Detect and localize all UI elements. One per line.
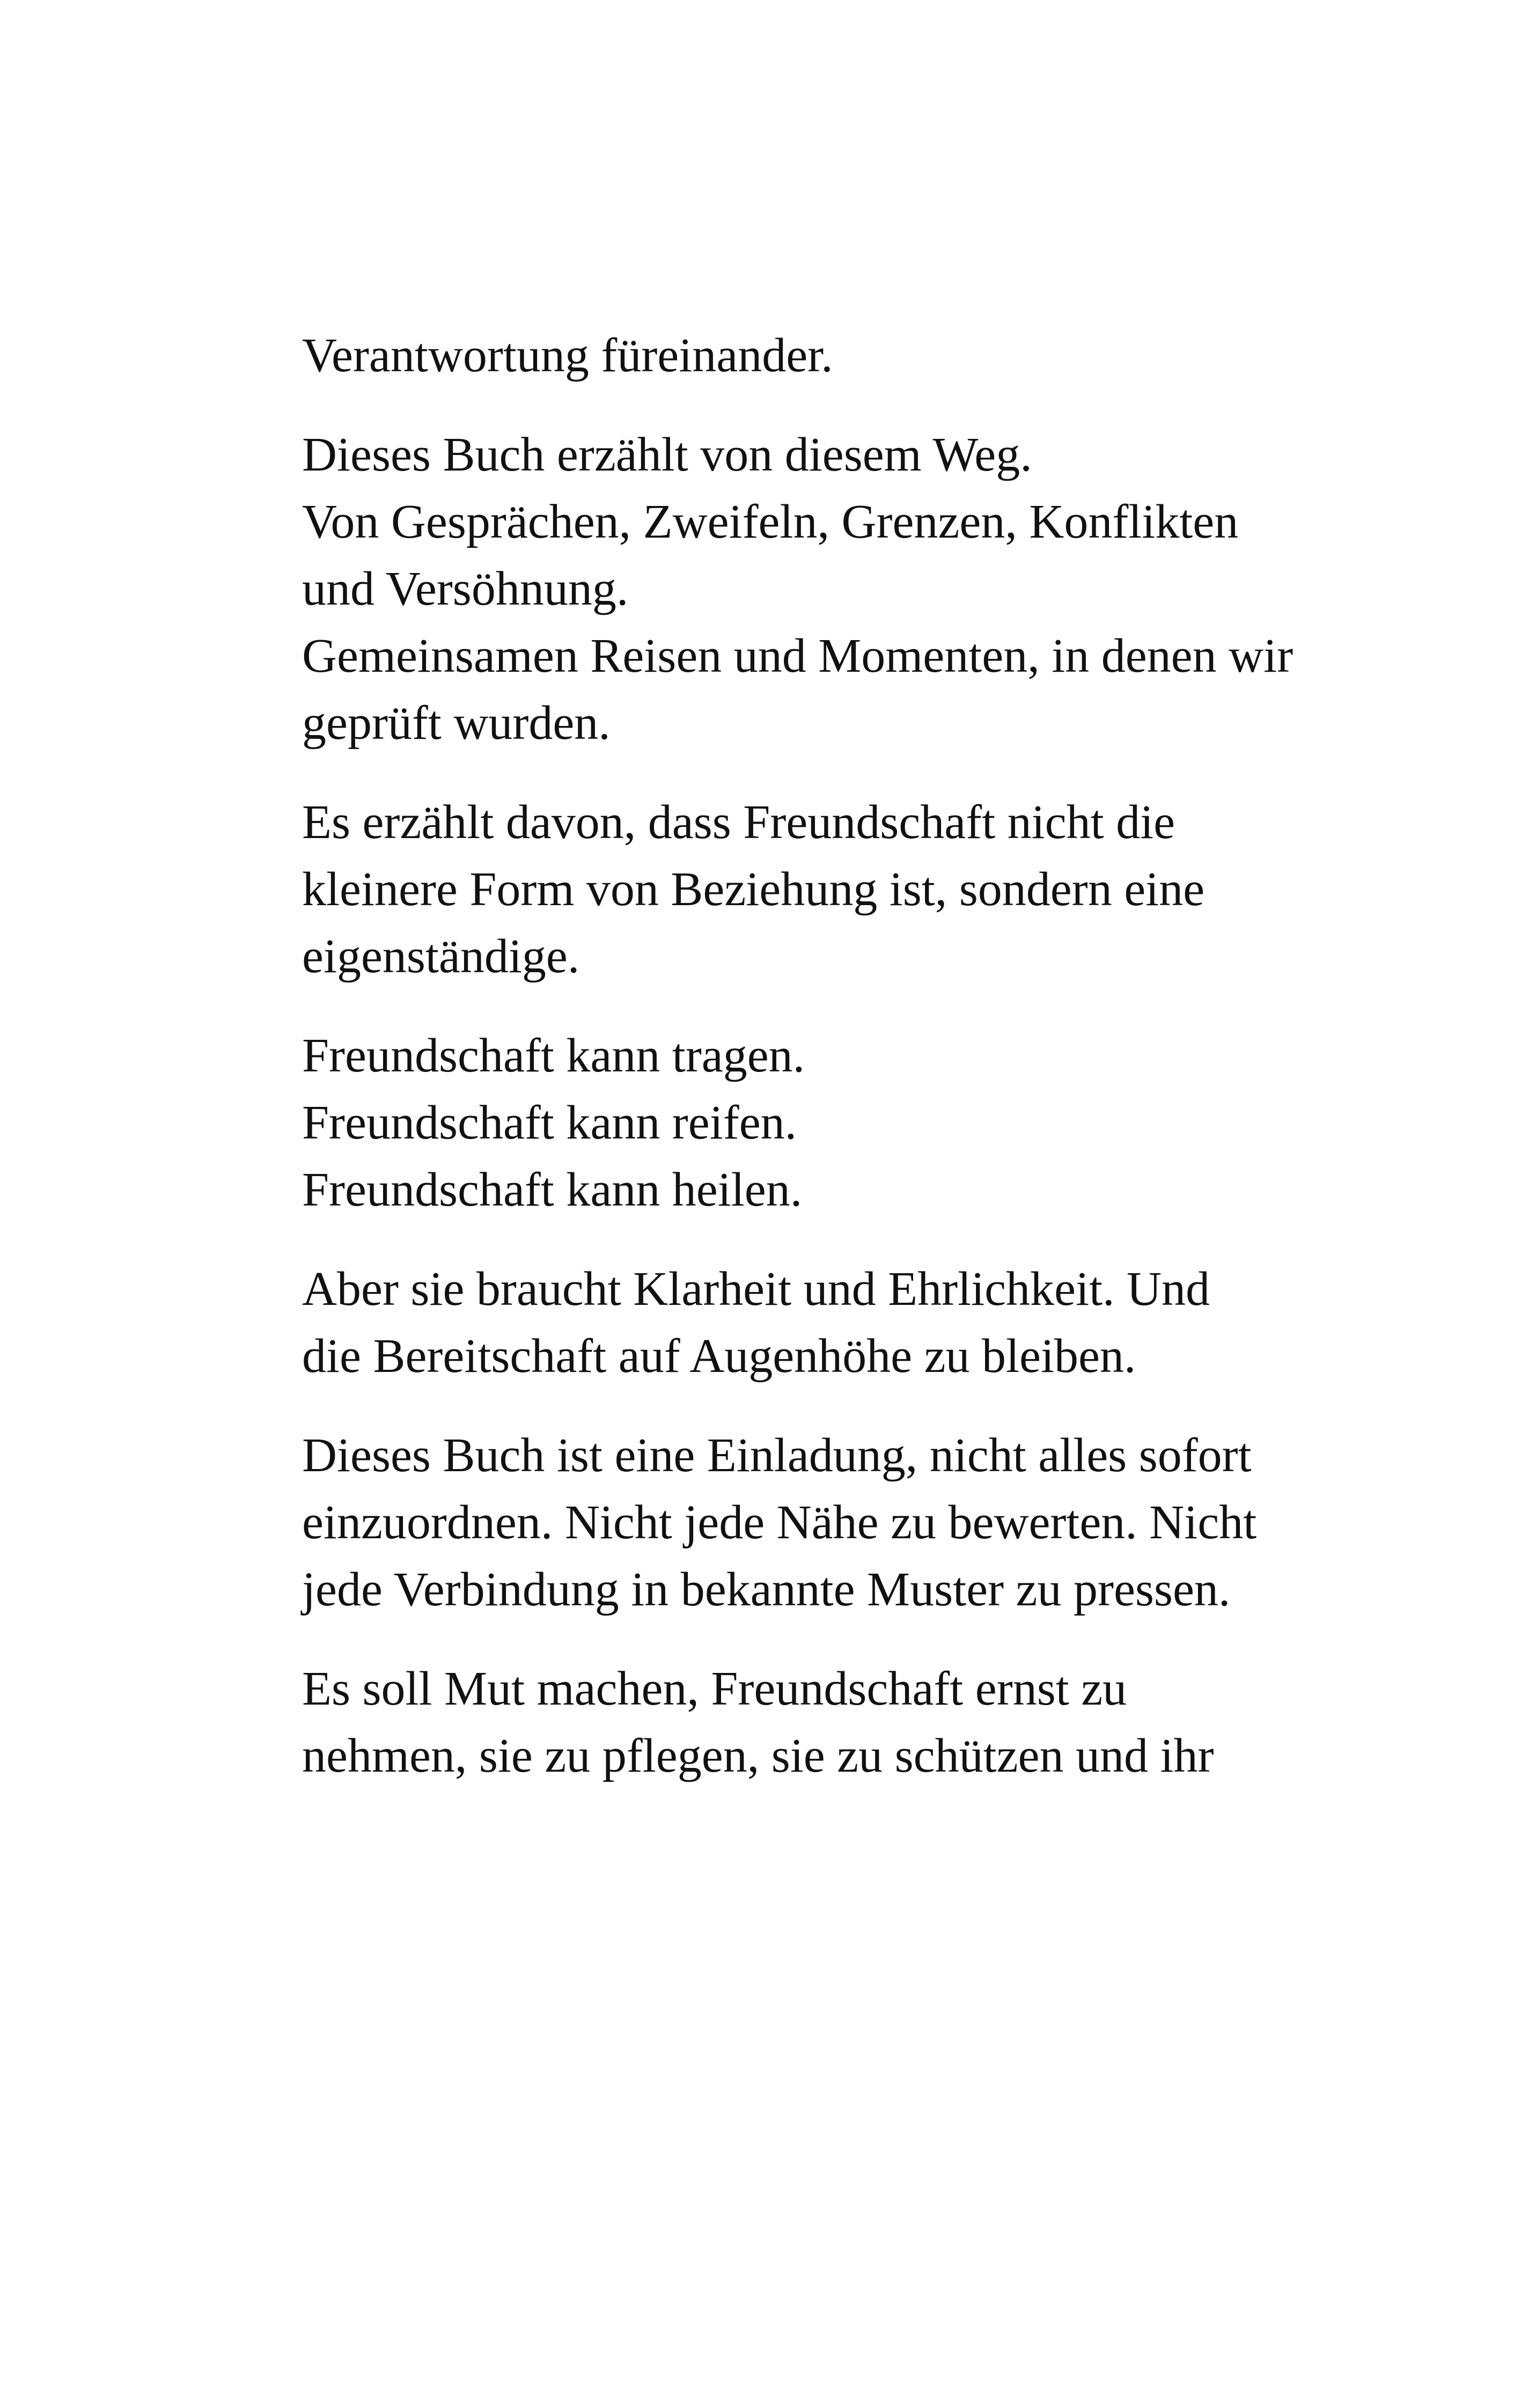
text-line: Freundschaft kann heilen. bbox=[302, 1163, 803, 1216]
text-line: jede Verbindung in bekannte Muster zu pressen. bbox=[302, 1563, 1231, 1616]
text-line: Von Gesprächen, Zweifeln, Grenzen, Konflikten bbox=[302, 495, 1239, 548]
text-line: Dieses Buch ist eine Einladung, nicht alles sofort bbox=[302, 1429, 1252, 1482]
text-line: Freundschaft kann reifen. bbox=[302, 1096, 797, 1149]
text-line: Dieses Buch erzählt von diesem Weg. bbox=[302, 428, 1032, 481]
body-text bbox=[302, 322, 1321, 1822]
paragraph bbox=[302, 421, 1321, 757]
text-line: geprüft wurden. bbox=[302, 696, 611, 750]
text-line: Verantwortung füreinander. bbox=[302, 329, 833, 382]
text-line: einzuordnen. Nicht jede Nähe zu bewerten. Nicht bbox=[302, 1496, 1257, 1549]
paragraph bbox=[302, 789, 1321, 990]
text-line: kleinere Form von Beziehung ist, sondern eine bbox=[302, 863, 1205, 916]
text-line: Gemeinsamen Reisen und Momenten, in denen wir bbox=[302, 629, 1294, 682]
text-line: Es erzählt davon, dass Freundschaft nicht die bbox=[302, 796, 1175, 849]
text-line: eigenständige. bbox=[302, 930, 580, 983]
text-line: und Versöhnung. bbox=[302, 562, 629, 615]
paragraph bbox=[302, 1655, 1321, 1789]
text-line: nehmen, sie zu pflegen, sie zu schützen und ihr bbox=[302, 1729, 1214, 1782]
paragraph bbox=[302, 1256, 1321, 1390]
paragraph bbox=[302, 1422, 1321, 1623]
paragraph bbox=[302, 322, 1321, 389]
paragraph bbox=[302, 1022, 1321, 1223]
text-line: die Bereitschaft auf Augenhöhe zu bleiben. bbox=[302, 1330, 1136, 1383]
text-line: Freundschaft kann tragen. bbox=[302, 1029, 805, 1082]
text-line: Aber sie braucht Klarheit und Ehrlichkeit. Und bbox=[302, 1262, 1210, 1316]
text-line: Es soll Mut machen, Freundschaft ernst zu bbox=[302, 1662, 1127, 1715]
